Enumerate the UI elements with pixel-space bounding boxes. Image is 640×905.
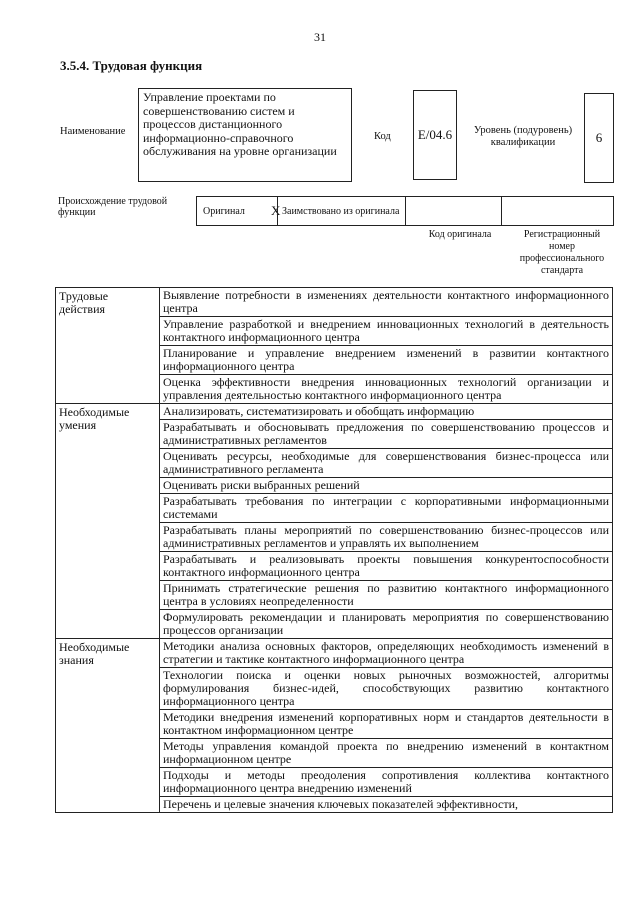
description-cell: Оценивать риски выбранных решений (160, 478, 613, 494)
category-cell: Трудовые действия (56, 288, 160, 404)
description-cell: Разрабатывать планы мероприятий по совершенствованию бизнес-процессов или административных регламентов и управлять их выполнением (160, 523, 613, 552)
description-cell: Разрабатывать требования по интеграции с корпоративными информационными системами (160, 494, 613, 523)
description-cell: Выявление потребности в изменениях деятельности контактного информационного центра (160, 288, 613, 317)
table-row (56, 288, 613, 317)
original-label: Оригинал (203, 205, 245, 217)
function-code: E/04.6 (413, 90, 457, 180)
description-cell: Технологии поиска и оценки новых рыночных возможностей, алгоритмы формулирования бизнес-идей, способствующих развитию контактного информационного центра (160, 668, 613, 710)
original-code-cell (405, 197, 501, 225)
level-label: Уровень (подуровень) квалификации (473, 125, 573, 148)
function-details-table (55, 287, 613, 813)
description-cell: Перечень и целевые значения ключевых показателей эффективности, (160, 797, 613, 813)
description-cell: Принимать стратегические решения по развитию контактного информационного центра в условиях неопределенности (160, 581, 613, 610)
category-cell: Необходимые знания (56, 639, 160, 813)
qualification-level: 6 (584, 93, 614, 183)
original-mark: X (271, 203, 281, 218)
description-cell: Методики анализа основных факторов, определяющих необходимость изменений в стратегии и тактике контактного информационного центра (160, 639, 613, 668)
description-cell: Методы управления командой проекта по внедрению изменений в контактном информационном центре (160, 739, 613, 768)
description-cell: Планирование и управление внедрением изменений в развитии контактного информационного центра (160, 346, 613, 375)
description-cell: Оценка эффективности внедрения инновационных технологий организации и управления деятельностью контактного информационного центра (160, 375, 613, 404)
origin-label: Происхождение трудовой функции (58, 196, 168, 218)
description-cell: Подходы и методы преодоления сопротивления коллектива контактного информационного центра внедрению изменений (160, 768, 613, 797)
function-name: Управление проектами по совершенствованию систем и процессов дистанционного информационно-справочного обслуживания на уровне организации (138, 88, 352, 182)
description-cell: Анализировать, систематизировать и обобщать информацию (160, 404, 613, 420)
table-row (56, 404, 613, 420)
table-row (56, 639, 613, 668)
section-title: 3.5.4. Трудовая функция (60, 58, 203, 73)
registration-number-cell (501, 197, 613, 225)
description-cell: Разрабатывать и реализовывать проекты повышения конкурентоспособности контактного информационного центра (160, 552, 613, 581)
description-cell: Методики внедрения изменений корпоративных норм и стандартов деятельности в контактном информационном центре (160, 710, 613, 739)
borrowed-label: Заимствовано из оригинала (277, 197, 405, 225)
description-cell: Оценивать ресурсы, необходимые для совершенствования бизнес-процесса или административного регламента (160, 449, 613, 478)
description-cell: Разрабатывать и обосновывать предложения по совершенствованию процессов и административных регламентов (160, 420, 613, 449)
name-label: Наименование (60, 126, 126, 137)
page-number: 31 (314, 30, 326, 44)
category-cell: Необходимые умения (56, 404, 160, 639)
registration-number-caption: Регистрационный номер профессионального стандарта (519, 229, 605, 276)
description-cell: Формулировать рекомендации и планировать мероприятия по совершенствованию процессов организации (160, 610, 613, 639)
original-code-caption: Код оригинала (428, 229, 492, 240)
origin-table (196, 196, 614, 226)
code-label: Код (374, 131, 391, 142)
description-cell: Управление разработкой и внедрением инновационных технологий в деятельность контактного информационного центра (160, 317, 613, 346)
